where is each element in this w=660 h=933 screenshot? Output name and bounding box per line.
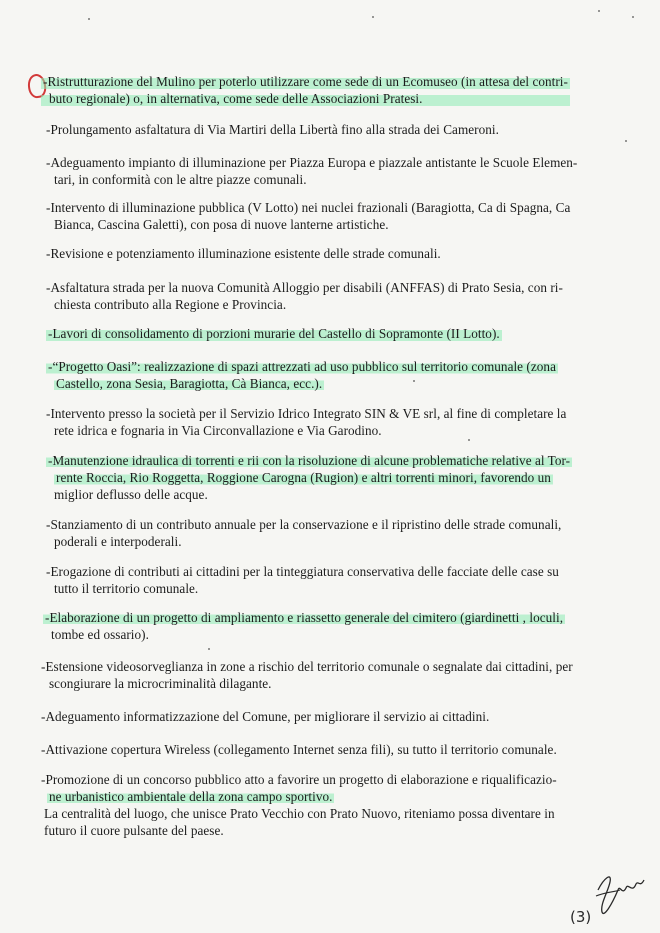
item-line: -Asfaltatura strada per la nuova Comunità Alloggio per disabili (ANFFAS) di Prato Sesia, con ri-: [46, 280, 563, 295]
item-line: -Revisione e potenziamento illuminazione esistente delle strade comunali.: [46, 246, 441, 261]
item-line: -Intervento di illuminazione pubblica (V Lotto) nei nuclei frazionali (Baragiotta, Ca di Spagna, Ca: [46, 200, 571, 215]
list-item-concorso-campo-sportivo: [41, 771, 557, 839]
item-line: miglior deflusso delle acque.: [54, 487, 208, 502]
list-item-mulino: [41, 73, 570, 107]
scan-speck: [372, 16, 374, 18]
item-line: [41, 788, 557, 805]
item-line: poderali e interpoderali.: [54, 534, 182, 549]
item-line: futuro il cuore pulsante del paese.: [44, 823, 224, 838]
item-line-text: -“Progetto Oasi”: realizzazione di spazi attrezzati ad uso pubblico sul territorio comunale (zona: [48, 359, 556, 374]
list-item-tinteggiatura: [46, 563, 559, 597]
scan-speck: [88, 18, 90, 20]
list-item-illuminazione-frazioni: [46, 199, 570, 233]
list-item-illuminazione-strade: [46, 245, 441, 262]
list-item-servizio-idrico: [46, 405, 566, 439]
item-line: rete idrica e fognaria in Via Circonvallazione e Via Garodino.: [54, 423, 382, 438]
item-line: La centralità del luogo, che unisce Prato Vecchio con Prato Nuovo, riteniamo possa diventare in: [44, 806, 555, 821]
item-line: -Lavori di consolidamento di porzioni murarie del Castello di Sopramonte (II Lotto).: [48, 326, 500, 341]
scan-speck: [625, 140, 627, 142]
item-line-text: rente Roccia, Rio Roggetta, Roggione Carogna (Rugion) e altri torrenti minori, favorendo un: [56, 470, 551, 485]
list-item-strade-comunali: [46, 516, 561, 550]
item-line: [43, 609, 565, 626]
item-line: tombe ed ossario).: [51, 627, 149, 642]
item-line-text: -Manutenzione idraulica di torrenti e rii con la risoluzione di alcune problematiche relative al Tor-: [48, 453, 571, 468]
list-item-wireless: [41, 741, 557, 758]
item-line-text: Castello, zona Sesia, Baragiotta, Cà Bianca, ecc.).: [56, 376, 323, 391]
list-item-progetto-oasi: [46, 358, 558, 392]
item-line: chiesta contributo alla Regione e Provincia.: [54, 297, 287, 312]
page-number: (3): [570, 908, 592, 926]
item-line: -Adeguamento impianto di illuminazione per Piazza Europa e piazzale antistante le Scuole Elemen-: [46, 155, 578, 170]
item-line: buto regionale) o, in alternativa, come sede delle Associazioni Pratesi.: [41, 90, 570, 107]
list-item-anffas: [46, 279, 563, 313]
item-line: -Adeguamento informatizzazione del Comune, per migliorare il servizio ai cittadini.: [41, 709, 490, 724]
scan-speck: [208, 648, 210, 650]
list-item-manutenzione-idraulica: [46, 452, 572, 503]
item-line: [46, 452, 572, 469]
item-line: -Ristrutturazione del Mulino per poterlo utilizzare come sede di un Ecomuseo (in attesa del contri-: [43, 74, 568, 89]
item-line: -Promozione di un concorso pubblico atto a favorire un progetto di elaborazione e riqualificazio-: [41, 772, 557, 787]
list-item-cimitero: [43, 609, 565, 643]
list-item-asfaltatura-martiri: [46, 121, 499, 138]
item-line: [46, 358, 558, 375]
item-line-text: ne urbanistico ambientale della zona campo sportivo.: [49, 789, 333, 804]
item-line: tari, in conformità con le altre piazze comunali.: [54, 172, 307, 187]
item-line: [46, 469, 572, 486]
item-line: Bianca, Cascina Galetti), con posa di nuove lanterne artistiche.: [54, 217, 389, 232]
list-item-castello: [46, 325, 502, 342]
item-line: -Estensione videosorveglianza in zone a rischio del territorio comunale o segnalate dai cittadini, per: [41, 659, 573, 674]
scan-speck: [413, 380, 415, 382]
item-line: tutto il territorio comunale.: [54, 581, 199, 596]
list-item-videosorveglianza: [41, 658, 573, 692]
item-line-text: -Elaborazione di un progetto di ampliamento e riassetto generale del cimitero (giardinetti , loculi,: [45, 610, 564, 625]
scan-speck: [598, 10, 600, 12]
item-line: -Stanziamento di un contributo annuale per la conservazione e il ripristino delle strade comunali,: [46, 517, 562, 532]
item-line: [46, 375, 558, 392]
list-item-illuminazione-piazza: [46, 154, 577, 188]
item-line: -Attivazione copertura Wireless (collegamento Internet senza fili), su tutto il territorio comunale.: [41, 742, 557, 757]
scan-speck: [468, 439, 470, 441]
list-item-informatizzazione: [41, 708, 489, 725]
item-line: scongiurare la microcriminalità dilagante.: [49, 676, 272, 691]
scan-speck: [632, 16, 634, 18]
item-line: -Intervento presso la società per il Servizio Idrico Integrato SIN & VE srl, al fine di completare la: [46, 406, 567, 421]
item-line: -Prolungamento asfaltatura di Via Martiri della Libertà fino alla strada dei Cameroni.: [46, 122, 499, 137]
item-line: -Erogazione di contributi ai cittadini per la tinteggiatura conservativa delle facciate delle case su: [46, 564, 559, 579]
